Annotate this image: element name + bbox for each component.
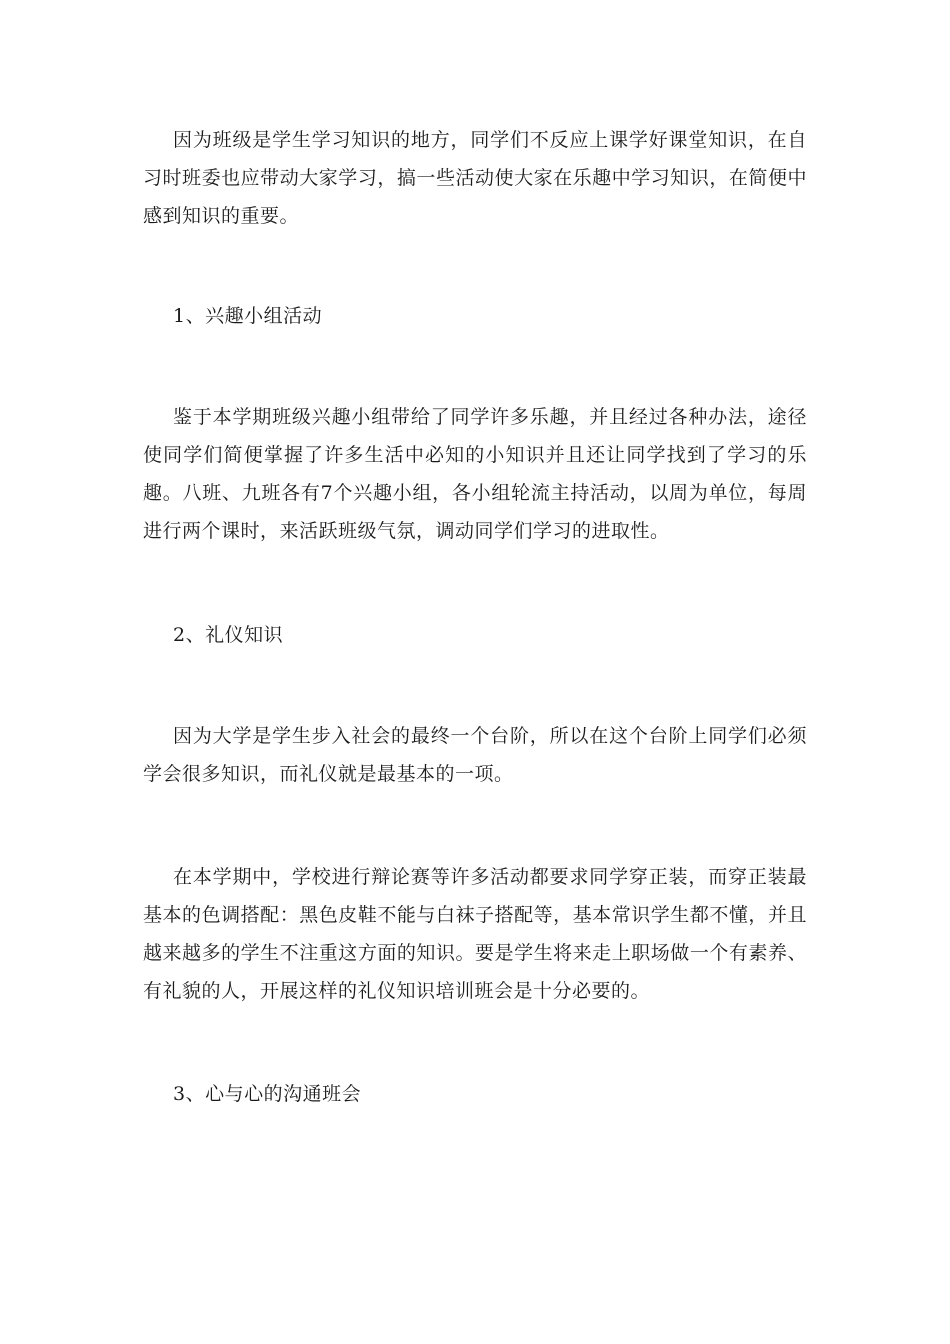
- body-paragraph: 因为大学是学生步入社会的最终一个台阶，所以在这个台阶上同学们必须学会很多知识，而礼仪就是最基本的一项。: [143, 725, 807, 785]
- section-heading: 1、兴趣小组活动: [173, 305, 323, 327]
- body-paragraph: 在本学期中，学校进行辩论赛等许多活动都要求同学穿正装，而穿正装最基本的色调搭配：黑色皮鞋不能与白袜子搭配等，基本常识学生都不懂，并且越来越多的学生不注重这方面的知识。要是学生将来走上职场做一个有素养、有礼貌的人，开展这样的礼仪知识培训班会是十分必要的。: [143, 866, 807, 1002]
- body-paragraph: 因为班级是学生学习知识的地方，同学们不反应上课学好课堂知识，在自习时班委也应带动大家学习，搞一些活动使大家在乐趣中学习知识，在简便中感到知识的重要。: [143, 129, 807, 227]
- body-paragraph: 鉴于本学期班级兴趣小组带给了同学许多乐趣，并且经过各种办法，途径使同学们简便掌握了许多生活中必知的小知识并且还让同学找到了学习的乐趣。八班、九班各有7个兴趣小组，各小组轮流主持活动，以周为单位，每周进行两个课时，来活跃班级气氛，调动同学们学习的进取性。: [143, 406, 807, 542]
- section-heading: 3、心与心的沟通班会: [173, 1083, 362, 1105]
- section-heading: 2、礼仪知识: [173, 624, 284, 646]
